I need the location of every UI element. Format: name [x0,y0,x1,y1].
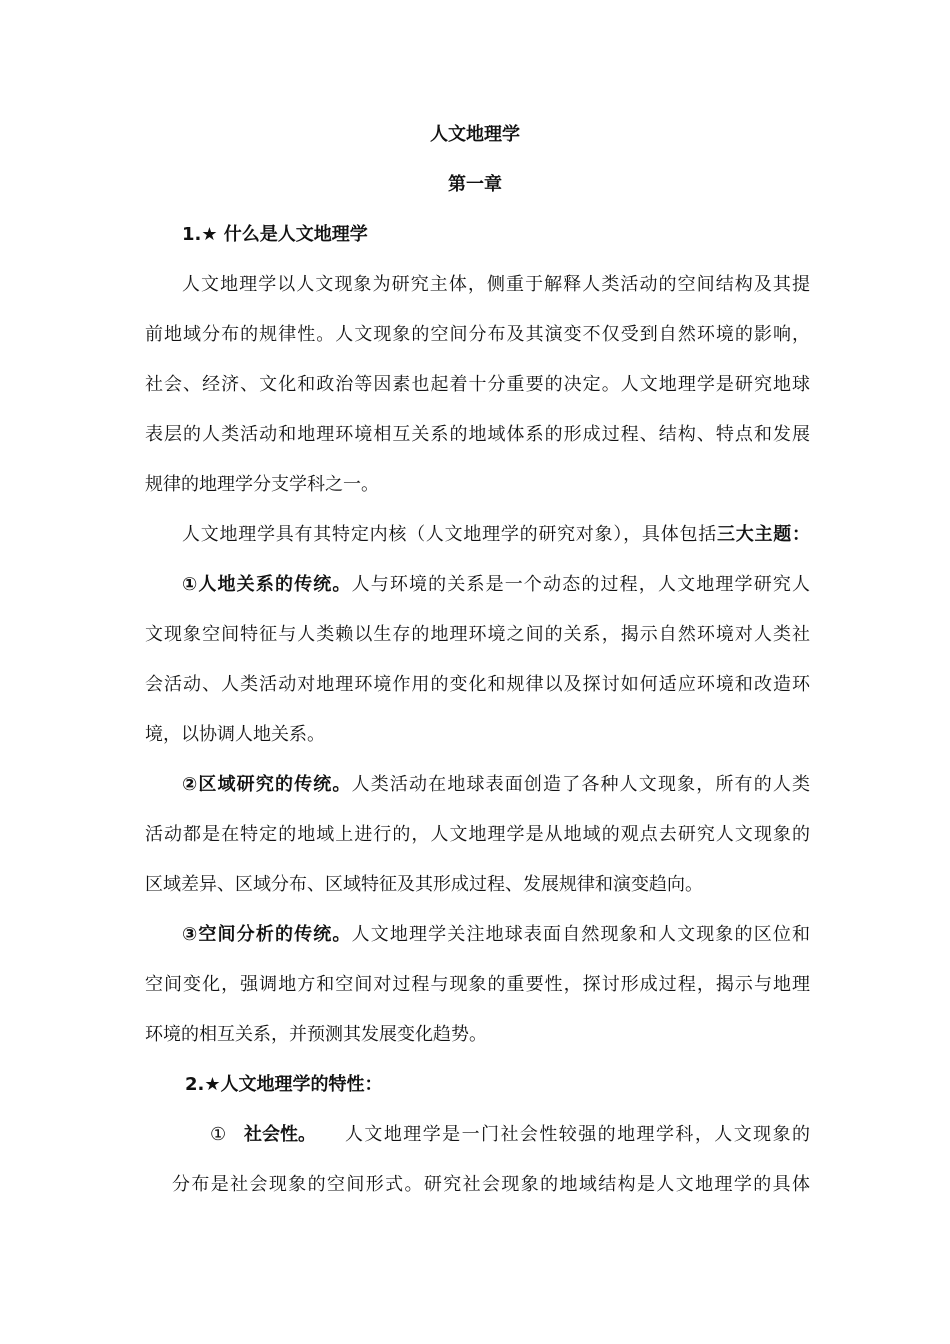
paragraph-1-line-2: 前地域分布的规律性。人文现象的空间分布及其演变不仅受到自然环境的影响， [145,324,810,345]
theme-2-label: ②区域研究的传统。 [182,774,352,795]
characteristic-1-line-1: 人文地理学是一门社会性较强的地理学科，人文现象的 [345,1124,810,1145]
theme-3-text: 人文地理学关注地球表面自然现象和人文现象的区位和 [351,924,810,945]
theme-1-line-4: 境，以协调人地关系。 [145,724,325,745]
theme-2-line-1 [182,768,810,802]
three-themes-label: 三大主题： [716,524,810,545]
paragraph-1-line-4: 表层的人类活动和地理环境相互关系的地域体系的形成过程、结构、特点和发展 [145,424,810,445]
theme-3-line-3: 环境的相互关系，并预测其发展变化趋势。 [145,1024,487,1045]
theme-1-label: ①人地关系的传统。 [182,574,352,595]
theme-1-line-3: 会活动、人类活动对地理环境作用的变化和规律以及探讨如何适应环境和改造环 [145,674,810,695]
paragraph-2-line-1 [182,518,810,552]
paragraph-2-text: 人文地理学具有其特定内核（人文地理学的研究对象），具体包括 [182,524,717,545]
theme-3-line-2: 空间变化，强调地方和空间对过程与现象的重要性，探讨形成过程，揭示与地理 [145,974,810,995]
paragraph-1-line-5: 规律的地理学分支学科之一。 [145,474,379,495]
document-title: 人文地理学 [430,124,520,145]
section-1-heading: 1.★ 什么是人文地理学 [182,224,368,245]
section-2-heading: 2.★人文地理学的特性： [185,1074,383,1095]
theme-2-line-3: 区域差异、区域分布、区域特征及其形成过程、发展规律和演变趋向。 [145,874,703,895]
theme-3-line-1 [182,918,810,952]
characteristic-1-number: ① [210,1124,227,1145]
paragraph-1-line-3: 社会、经济、文化和政治等因素也起着十分重要的决定。人文地理学是研究地球 [145,374,810,395]
characteristic-1-line-2: 分布是社会现象的空间形式。研究社会现象的地域结构是人文地理学的具体 [172,1174,810,1195]
theme-1-line-2: 文现象空间特征与人类赖以生存的地理环境之间的关系，揭示自然环境对人类社 [145,624,810,645]
characteristic-1-label: 社会性。 [244,1124,316,1145]
chapter-title: 第一章 [448,174,502,195]
theme-1-line-1 [182,568,810,602]
theme-2-line-2: 活动都是在特定的地域上进行的，人文地理学是从地域的观点去研究人文现象的 [145,824,810,845]
theme-2-text: 人类活动在地球表面创造了各种人文现象，所有的人类 [351,774,810,795]
paragraph-1-line-1: 人文地理学以人文现象为研究主体，侧重于解释人类活动的空间结构及其提 [182,274,810,295]
theme-1-text: 人与环境的关系是一个动态的过程，人文地理学研究人 [351,574,810,595]
theme-3-label: ③空间分析的传统。 [182,924,352,945]
